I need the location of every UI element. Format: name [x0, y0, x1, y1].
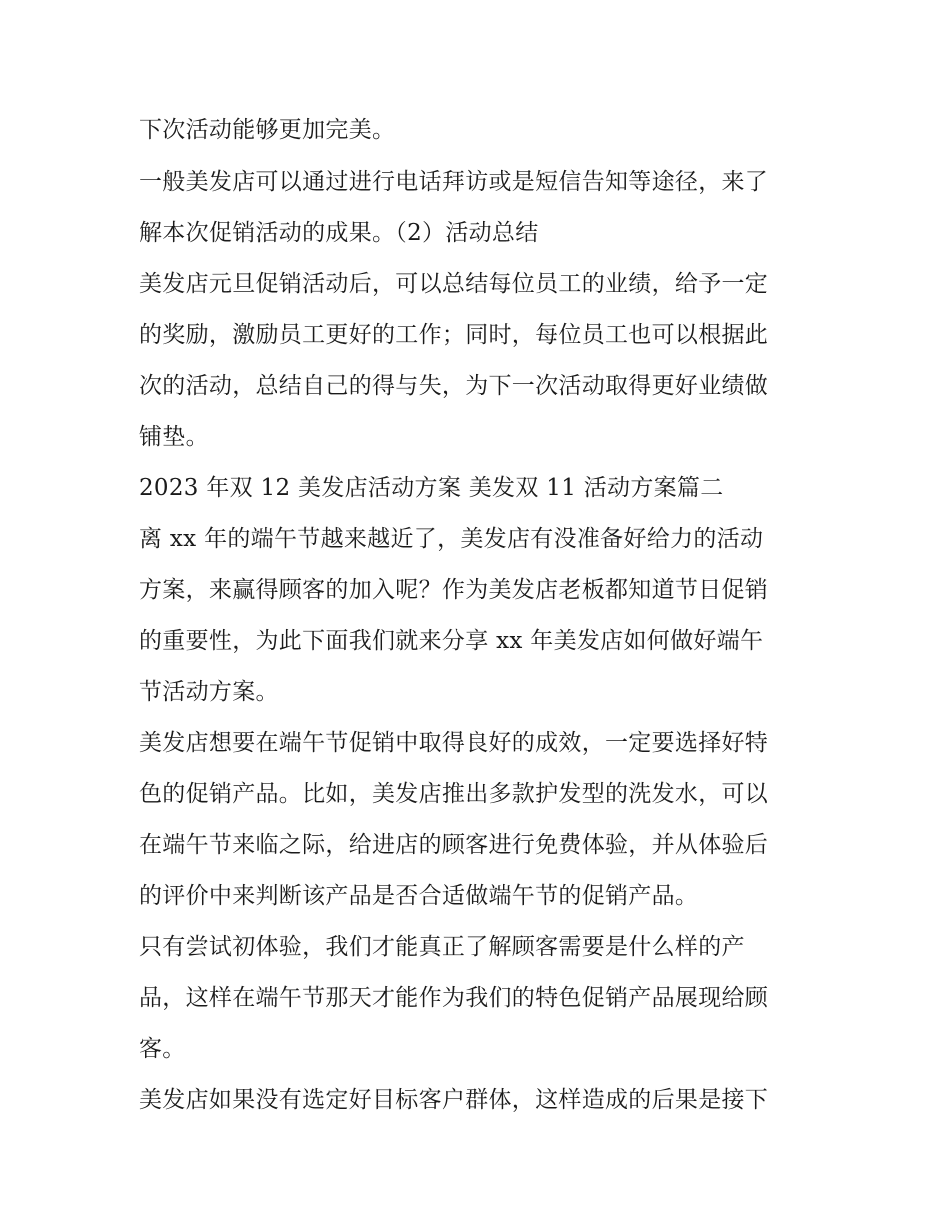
text-line: 的评价中来判断该产品是否合适做端午节的促销产品。 — [139, 883, 699, 909]
text-line: 离 xx 年的端午节越来越近了，美发店有没准备好给力的活动 — [139, 526, 764, 552]
text-line: 的奖励，激励员工更好的工作；同时，每位员工也可以根据此 — [139, 322, 769, 348]
text-line: 色的促销产品。比如，美发店推出多款护发型的洗发水，可以 — [139, 781, 769, 807]
text-line: 美发店如果没有选定好目标客户群体，这样造成的后果是接下 — [139, 1087, 769, 1113]
text-line: 美发店想要在端午节促销中取得良好的成效，一定要选择好特 — [139, 730, 769, 756]
section-heading: 2023 年双 12 美发店活动方案 美发双 11 活动方案篇二 — [139, 475, 724, 501]
text-line: 次的活动，总结自己的得与失，为下一次活动取得更好业绩做 — [139, 373, 769, 399]
text-line: 美发店元旦促销活动后，可以总结每位员工的业绩，给予一定 — [139, 271, 769, 297]
text-line: 节活动方案。 — [139, 679, 279, 705]
text-line: 品，这样在端午节那天才能作为我们的特色促销产品展现给顾 — [139, 985, 769, 1011]
text-line: 客。 — [139, 1036, 186, 1062]
text-line: 一般美发店可以通过进行电话拜访或是短信告知等途径，来了 — [139, 169, 769, 195]
text-line: 只有尝试初体验，我们才能真正了解顾客需要是什么样的产 — [139, 934, 745, 960]
text-line: 下次活动能够更加完美。 — [139, 117, 396, 143]
text-line: 方案，来赢得顾客的加入呢？作为美发店老板都知道节日促销 — [139, 577, 769, 603]
text-line: 在端午节来临之际，给进店的顾客进行免费体验，并从体验后 — [139, 832, 769, 858]
text-line: 铺垫。 — [139, 424, 209, 450]
text-line: 解本次促销活动的成果。（2）活动总结 — [139, 220, 539, 246]
text-line: 的重要性，为此下面我们就来分享 xx 年美发店如何做好端午 — [139, 628, 764, 654]
